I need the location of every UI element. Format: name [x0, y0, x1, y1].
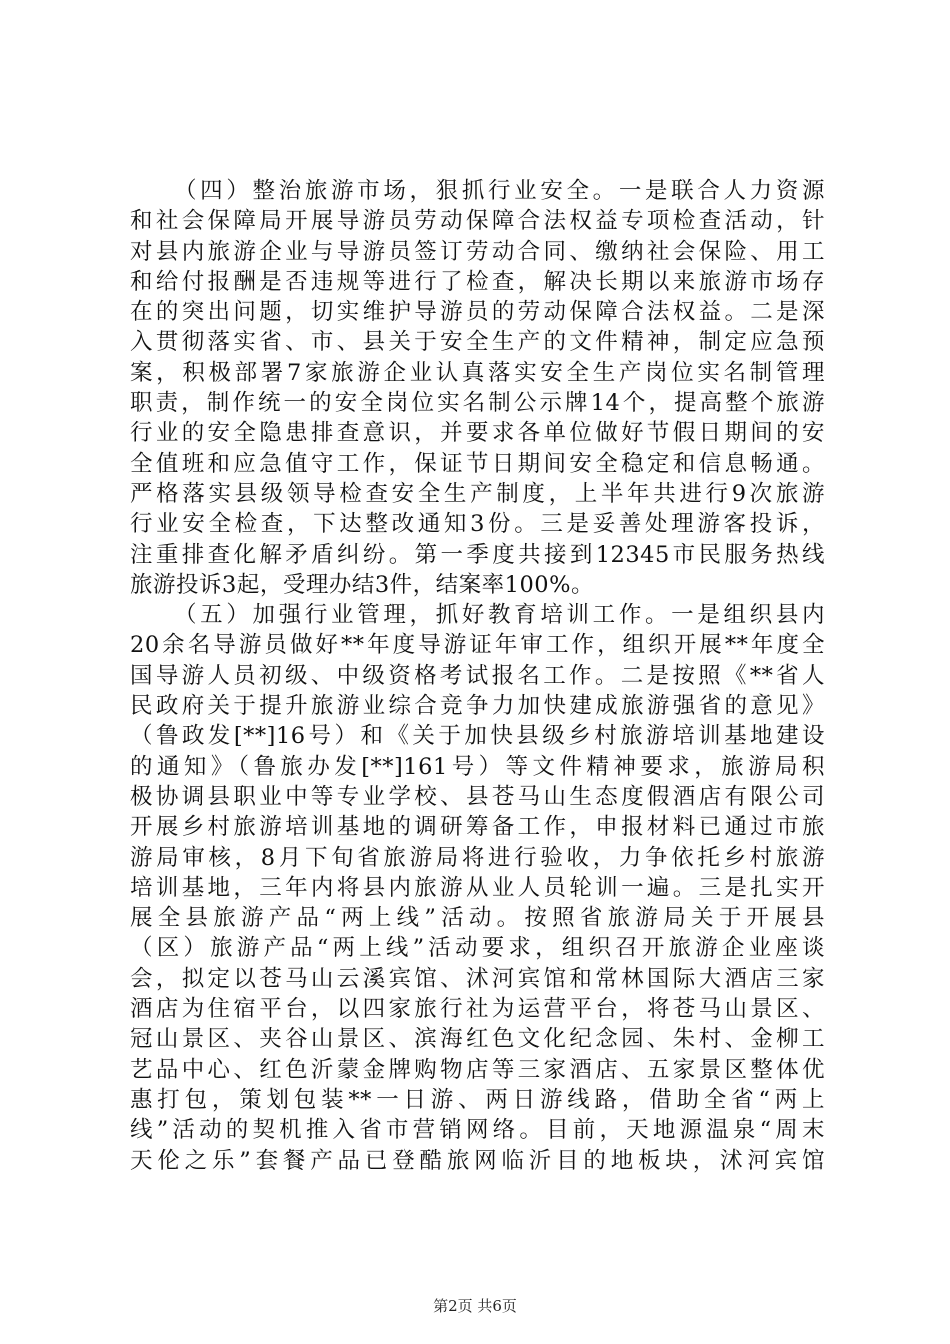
paragraph-line: （鲁政发[**]16号）和《关于加快县级乡村旅游培训基地建设: [130, 723, 825, 750]
paragraph-line: 国导游人员初级、中级资格考试报名工作。二是按照《**省人: [130, 662, 825, 689]
paragraph-line: 线”活动的契机推入省市营销网络。目前，天地源温泉“周末: [130, 1117, 825, 1144]
paragraph-line: 案，积极部署7家旅游企业认真落实安全生产岗位实名制管理: [130, 359, 825, 386]
paragraph-line: 培训基地，三年内将县内旅游从业人员轮训一遍。三是扎实开: [130, 874, 825, 901]
paragraph-line: （五）加强行业管理，抓好教育培训工作。一是组织县内: [174, 602, 825, 629]
paragraph-line: 行业安全检查，下达整改通知3份。三是妥善处理游客投诉，: [130, 511, 825, 538]
paragraph-line: 惠打包，策划包装**一日游、两日游线路，借助全省“两上: [130, 1086, 825, 1113]
paragraph-line: （区）旅游产品“两上线”活动要求，组织召开旅游企业座谈: [130, 935, 825, 962]
paragraph-line: 艺品中心、红色沂蒙金牌购物店等三家酒店、五家景区整体优: [130, 1056, 825, 1083]
paragraph-line: 入贯彻落实省、市、县关于安全生产的文件精神，制定应急预: [130, 329, 825, 356]
paragraph-line: 天伦之乐”套餐产品已登酷旅网临沂目的地板块，沭河宾馆: [130, 1147, 825, 1174]
paragraph-line: 酒店为住宿平台，以四家旅行社为运营平台，将苍马山景区、: [130, 996, 825, 1023]
paragraph-line: 行业的安全隐患排查意识，并要求各单位做好节假日期间的安: [130, 420, 825, 447]
paragraph-line: 和给付报酬是否违规等进行了检查，解决长期以来旅游市场存: [130, 268, 825, 295]
paragraph-line: 展全县旅游产品“两上线”活动。按照省旅游局关于开展县: [130, 905, 825, 932]
paragraph-line: 职责，制作统一的安全岗位实名制公示牌14个，提高整个旅游: [130, 390, 825, 417]
paragraph-line: 游局审核，8月下旬省旅游局将进行验收，力争依托乡村旅游: [130, 844, 825, 871]
paragraph-line: 极协调县职业中等专业学校、县苍马山生态度假酒店有限公司: [130, 783, 825, 810]
paragraph-line: 会，拟定以苍马山云溪宾馆、沭河宾馆和常林国际大酒店三家: [130, 965, 825, 992]
page-footer: [0, 1296, 950, 1316]
page-number: 第2页 共6页: [433, 1297, 517, 1315]
paragraph-line: 冠山景区、夹谷山景区、滨海红色文化纪念园、朱村、金柳工: [130, 1026, 825, 1053]
paragraph-line: 旅游投诉3起，受理办结3件，结案率100%。: [130, 571, 594, 598]
paragraph-line: 的通知》（鲁旅办发[**]161号）等文件精神要求，旅游局积: [130, 753, 825, 780]
paragraph-line: 开展乡村旅游培训基地的调研筹备工作，申报材料已通过市旅: [130, 814, 825, 841]
paragraph-line: 注重排查化解矛盾纠纷。第一季度共接到12345市民服务热线: [130, 541, 825, 568]
paragraph-line: 全值班和应急值守工作，保证节日期间安全稳定和信息畅通。: [130, 450, 825, 477]
document-body: [130, 176, 825, 1176]
paragraph-line: 对县内旅游企业与导游员签订劳动合同、缴纳社会保险、用工: [130, 238, 825, 265]
paragraph-line: 和社会保障局开展导游员劳动保障合法权益专项检查活动，针: [130, 208, 825, 235]
paragraph-line: 民政府关于提升旅游业综合竞争力加快建成旅游强省的意见》: [130, 693, 825, 720]
paragraph-line: 严格落实县级领导检查安全生产制度，上半年共进行9次旅游: [130, 480, 825, 507]
paragraph-line: 20余名导游员做好**年度导游证年审工作，组织开展**年度全: [130, 632, 825, 659]
paragraph-line: 在的突出问题，切实维护导游员的劳动保障合法权益。二是深: [130, 299, 825, 326]
paragraph-line: （四）整治旅游市场，狠抓行业安全。一是联合人力资源: [174, 178, 825, 204]
